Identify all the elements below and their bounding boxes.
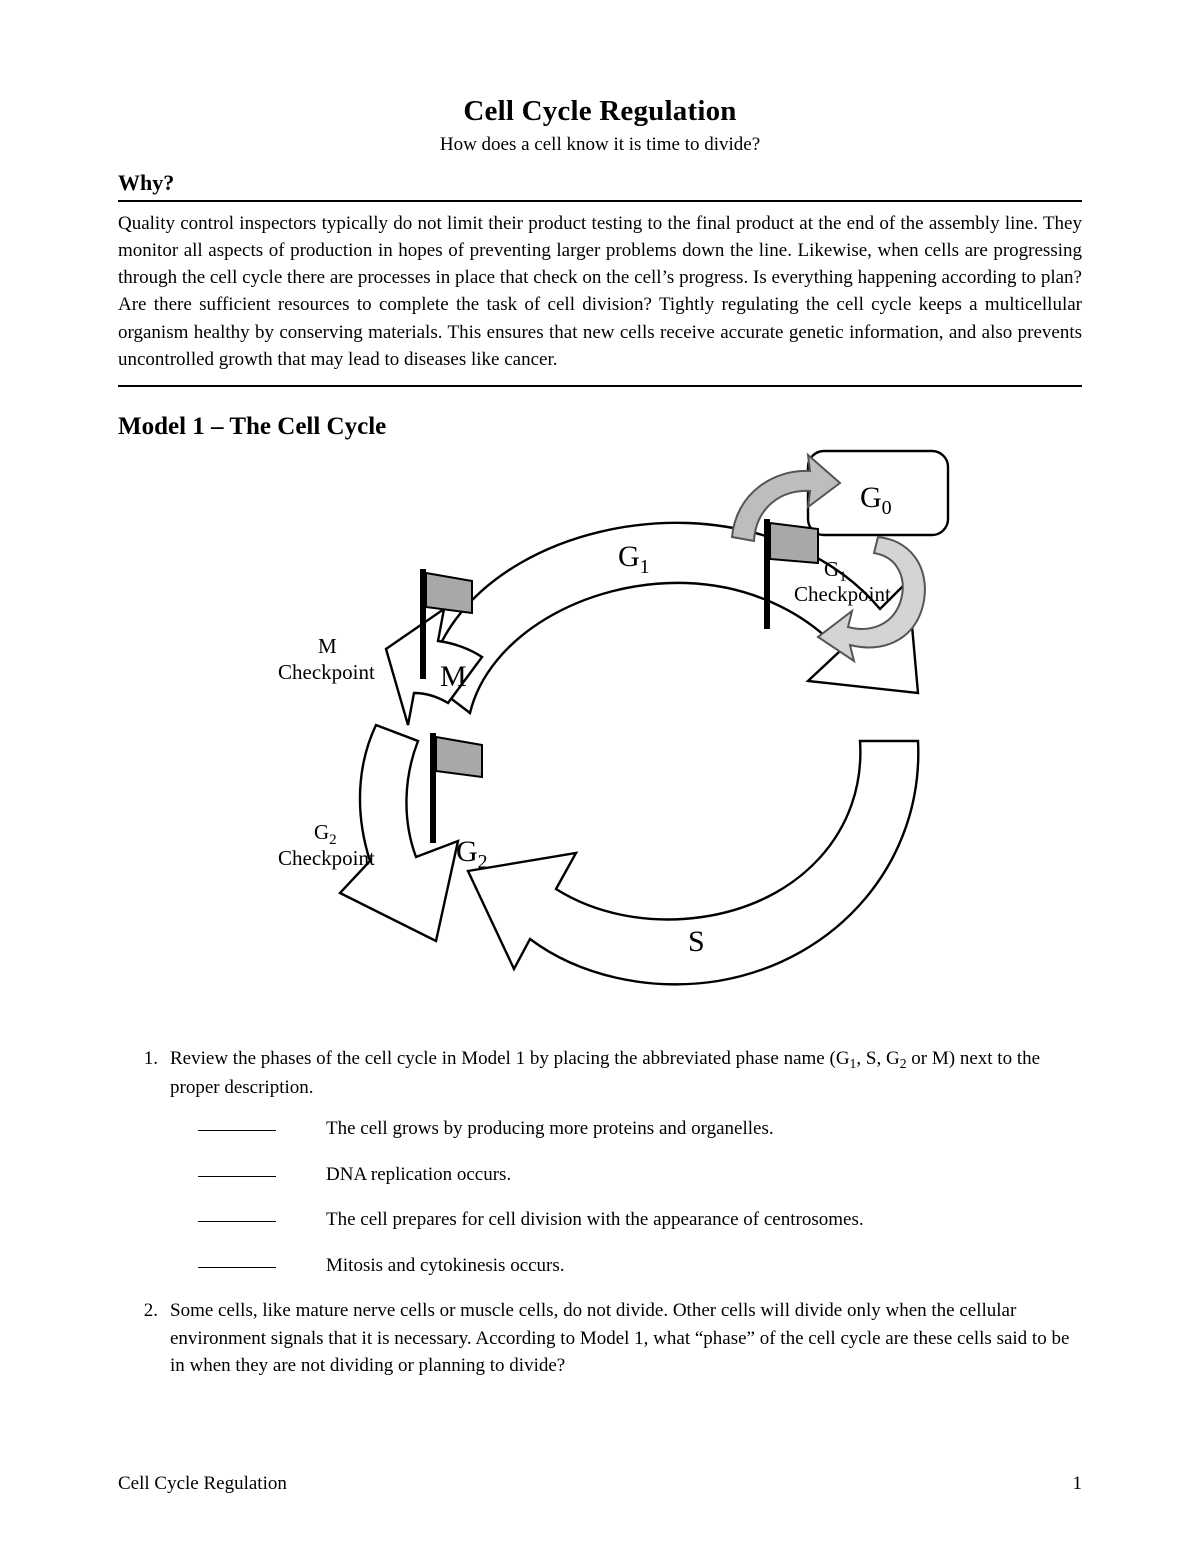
m-label: M xyxy=(440,659,467,693)
divider-bottom xyxy=(118,385,1082,387)
m-checkpoint-label-line2: Checkpoint xyxy=(278,659,375,684)
g1-label: $G_1$ xyxy=(618,539,650,578)
why-section-heading: Why? xyxy=(118,170,175,195)
g2-checkpoint-label-line1: $G_2$ xyxy=(314,819,337,848)
answer-description: The cell grows by producing more proteins and organelles. xyxy=(326,1118,774,1140)
question-1-sub2: 2 xyxy=(899,1055,907,1071)
model-1-heading: Model 1 – The Cell Cycle xyxy=(118,412,387,440)
page-footer xyxy=(118,1473,1082,1495)
question-1-text-part2: , S, G xyxy=(856,1047,900,1069)
answer-blank-input[interactable] xyxy=(198,1220,276,1222)
question-1-number: 1. xyxy=(143,1047,158,1069)
s-label: S xyxy=(688,924,705,958)
answer-description: DNA replication occurs. xyxy=(326,1163,512,1185)
g1-checkpoint-flag-icon xyxy=(770,523,818,563)
answer-row xyxy=(198,1206,1082,1234)
answer-row xyxy=(198,1115,1082,1143)
footer-page-number: 1 xyxy=(1072,1473,1082,1494)
m-checkpoint-label-line1: M xyxy=(318,633,337,658)
cell-cycle-diagram xyxy=(118,441,1082,1031)
m-checkpoint-flag-icon xyxy=(426,573,472,613)
g2-checkpoint-flag-icon xyxy=(436,737,482,777)
question-2-number: 2. xyxy=(143,1300,158,1322)
g0-label: $G_0$ xyxy=(860,480,892,519)
question-2-text: Some cells, like mature nerve cells or muscle cells, do not divide. Other cells will divide only when the cellular environment signals that it is necessary. According to Model 1, what “phase” of the cell cycle are these cells said to be in when they are not dividing or planning to divide? xyxy=(170,1300,1070,1377)
question-2 xyxy=(118,1297,1082,1380)
answer-blank-input[interactable] xyxy=(198,1266,276,1268)
question-1-sub1: 1 xyxy=(849,1055,857,1071)
answer-blank-input[interactable] xyxy=(198,1175,276,1177)
question-1-text xyxy=(170,1045,1082,1101)
question-1-text-part1: Review the phases of the cell cycle in Model 1 by placing the abbreviated phase name (G xyxy=(170,1047,850,1069)
answer-blank-input[interactable] xyxy=(198,1129,276,1131)
answer-blanks-list xyxy=(198,1115,1082,1279)
answer-description: The cell prepares for cell division with the appearance of centrosomes. xyxy=(326,1209,864,1231)
divider-top xyxy=(118,200,1082,202)
answer-description: Mitosis and cytokinesis occurs. xyxy=(326,1254,565,1276)
g1-checkpoint-label-line1: $G_1$ xyxy=(824,556,847,585)
question-1-text-part3: or M) next to the proper description. xyxy=(170,1047,1041,1098)
answer-row xyxy=(198,1252,1082,1280)
answer-row xyxy=(198,1161,1082,1189)
cell-cycle-svg xyxy=(118,441,1082,1031)
g1-checkpoint-label-line2: Checkpoint xyxy=(794,581,891,606)
questions-list xyxy=(118,1045,1082,1380)
footer-title: Cell Cycle Regulation xyxy=(118,1473,287,1494)
page-subtitle: How does a cell know it is time to divide? xyxy=(439,134,761,155)
g2-checkpoint-label-line2: Checkpoint xyxy=(278,845,375,870)
page-title: Cell Cycle Regulation xyxy=(463,95,737,127)
why-section-body: Quality control inspectors typically do not limit their product testing to the final product at the end of the assembly line. They monitor all aspects of production in hopes of preventing larger problems down the line. Likewise, when cells are progressing through the cell cycle there are processes in place that check on the cell’s progress. Is everything happening according to plan? Are there sufficient resources to complete the task of cell division? Tightly regulating the cell cycle keeps a multicellular organism healthy by conserving materials. This ensures that new cells receive accurate genetic information, and also prevents uncontrolled growth that may lead to diseases like cancer. xyxy=(118,213,1082,370)
g2-label: $G_2$ xyxy=(456,834,488,873)
question-1 xyxy=(118,1045,1082,1101)
